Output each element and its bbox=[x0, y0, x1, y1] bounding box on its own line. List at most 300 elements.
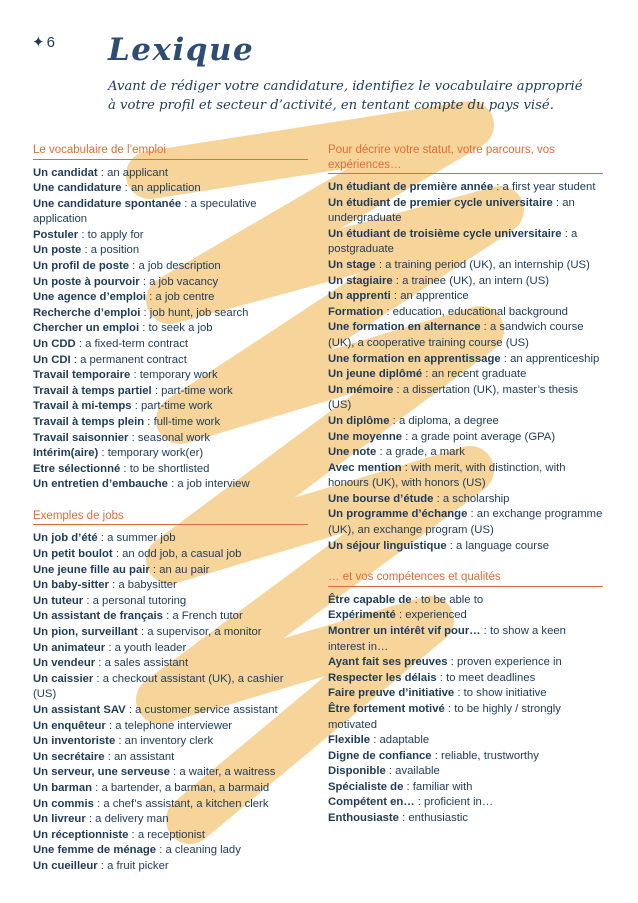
separator: : bbox=[414, 796, 425, 809]
vocab-entry bbox=[33, 321, 308, 337]
separator: : bbox=[70, 353, 81, 366]
separator: : bbox=[375, 258, 386, 271]
vocab-entry bbox=[33, 843, 308, 859]
vocab-definition: a French tutor bbox=[172, 610, 243, 623]
vocab-entry bbox=[328, 258, 603, 274]
vocab-term: Un vendeur bbox=[33, 657, 96, 670]
separator: : bbox=[370, 734, 380, 747]
vocab-entry bbox=[33, 781, 308, 797]
vocab-entry bbox=[33, 859, 308, 875]
vocab-term: Un stage bbox=[328, 258, 376, 271]
vocab-entry bbox=[33, 166, 308, 182]
separator: : bbox=[431, 749, 441, 762]
vocab-term: Un secrétaire bbox=[33, 750, 105, 763]
vocab-term: Une agence d’emploi bbox=[33, 291, 146, 304]
vocab-entry bbox=[328, 686, 603, 702]
vocab-definition: a grade point average (GPA) bbox=[411, 430, 556, 443]
separator: : bbox=[444, 702, 455, 715]
separator: : bbox=[454, 687, 464, 700]
vocab-definition: available bbox=[395, 765, 440, 778]
separator: : bbox=[467, 508, 477, 521]
vocab-entry bbox=[328, 461, 603, 492]
vocab-definition: a youth leader bbox=[114, 641, 187, 654]
vocab-definition: proven experience in bbox=[456, 656, 562, 669]
separator: : bbox=[93, 672, 103, 685]
vocab-definition: a language course bbox=[456, 539, 550, 552]
vocab-definition: familiar with bbox=[412, 780, 473, 793]
left-column bbox=[33, 143, 308, 891]
vocab-definition: to be able to bbox=[420, 593, 484, 606]
vocab-entry bbox=[328, 811, 603, 827]
separator: : bbox=[78, 228, 88, 241]
vocab-entry bbox=[33, 750, 308, 766]
sparkle-icon: ✦ bbox=[32, 34, 45, 51]
vocab-definition: a trainee (UK), an intern (US) bbox=[402, 274, 550, 287]
vocab-definition: a scholarship bbox=[442, 492, 510, 505]
vocab-term: Une candidature spontanée bbox=[33, 197, 182, 210]
vocab-term: Disponible bbox=[328, 765, 386, 778]
vocab-term: Un caissier bbox=[33, 672, 94, 685]
vocab-entry bbox=[328, 593, 603, 609]
separator: : bbox=[83, 594, 93, 607]
vocab-term: Un CDI bbox=[33, 353, 71, 366]
vocab-term: Ayant fait ses preuves bbox=[328, 656, 448, 669]
separator: : bbox=[95, 657, 105, 670]
separator: : bbox=[97, 859, 108, 872]
separator: : bbox=[398, 812, 409, 825]
vocab-definition: a babysitter bbox=[118, 579, 177, 592]
vocab-entry bbox=[33, 431, 308, 447]
vocab-entry bbox=[33, 609, 308, 625]
vocab-entry bbox=[33, 594, 308, 610]
vocab-term: Un étudiant de premier cycle universitaire bbox=[328, 196, 553, 209]
separator: : bbox=[120, 462, 130, 475]
separator: : bbox=[403, 780, 413, 793]
vocab-term: Travail à temps plein bbox=[33, 416, 145, 428]
vocab-definition: temporary work(er) bbox=[107, 447, 204, 460]
separator: : bbox=[112, 548, 123, 561]
vocab-term: Formation bbox=[328, 305, 384, 318]
vocab-definition: a telephone interviewer bbox=[115, 719, 233, 732]
vocab-term: Recherche d’emploi bbox=[33, 306, 141, 319]
vocab-entry bbox=[328, 655, 603, 671]
vocab-term: Un apprenti bbox=[328, 290, 391, 303]
vocab-entry bbox=[328, 624, 603, 655]
vocab-term: Digne de confiance bbox=[328, 749, 432, 762]
separator: : bbox=[493, 181, 503, 193]
vocab-definition: a sandwich course (UK), a cooperative training course (US) bbox=[328, 321, 584, 349]
vocab-entry bbox=[33, 563, 308, 579]
vocab-term: Un tuteur bbox=[33, 594, 84, 607]
vocab-term: Être capable de bbox=[328, 593, 412, 606]
separator: : bbox=[140, 306, 150, 319]
separator: : bbox=[390, 290, 401, 303]
vocab-term: Travail à mi-temps bbox=[33, 400, 132, 413]
vocab-term: Une moyenne bbox=[328, 430, 403, 443]
vocab-term: Un réceptionniste bbox=[33, 828, 129, 841]
vocab-term: Un poste bbox=[33, 244, 82, 257]
separator: : bbox=[446, 539, 457, 552]
vocab-definition: a permanent contract bbox=[80, 353, 187, 366]
vocab-definition: an application bbox=[130, 182, 201, 195]
vocab-definition: a receptionist bbox=[137, 828, 206, 841]
separator: : bbox=[125, 704, 136, 716]
vocab-definition: adaptable bbox=[379, 734, 430, 747]
separator: : bbox=[129, 260, 139, 273]
vocab-definition: a personal tutoring bbox=[92, 594, 187, 607]
page-number bbox=[32, 34, 55, 51]
vocab-definition: a job description bbox=[138, 260, 221, 273]
separator: : bbox=[162, 610, 173, 623]
separator: : bbox=[395, 609, 406, 622]
vocab-definition: a fruit picker bbox=[107, 859, 169, 872]
vocab-definition: an undergraduate bbox=[328, 196, 575, 225]
vocab-entry bbox=[33, 812, 308, 828]
vocab-entry bbox=[33, 547, 308, 563]
vocab-term: Un barman bbox=[33, 781, 93, 794]
vocab-term: Une femme de ménage bbox=[33, 844, 157, 857]
separator: : bbox=[108, 579, 119, 592]
vocab-term: Spécialiste de bbox=[328, 780, 404, 793]
vocab-entry bbox=[33, 415, 308, 431]
separator: : bbox=[169, 766, 180, 779]
vocab-entry bbox=[328, 795, 603, 811]
vocab-term: Un profil de poste bbox=[33, 260, 130, 273]
vocab-term: Etre sélectionné bbox=[33, 462, 121, 475]
separator: : bbox=[105, 641, 115, 654]
vocab-term: Un poste à pourvoir bbox=[33, 275, 140, 288]
vocab-entry bbox=[328, 445, 603, 461]
vocab-entry bbox=[33, 259, 308, 275]
vocab-definition: seasonal work bbox=[137, 431, 211, 444]
vocab-entry bbox=[328, 749, 603, 765]
separator: : bbox=[392, 274, 403, 287]
vocab-entry bbox=[33, 578, 308, 594]
vocab-entry bbox=[328, 671, 603, 687]
vocab-definition: a dissertation (UK), master’s thesis (US) bbox=[328, 383, 579, 412]
separator: : bbox=[128, 828, 138, 841]
vocab-term: Travail temporaire bbox=[33, 369, 131, 382]
vocab-section bbox=[33, 509, 308, 875]
separator: : bbox=[81, 244, 91, 257]
vocab-term: Une formation en apprentissage bbox=[328, 352, 501, 365]
vocab-term: Travail saisonnier bbox=[33, 431, 129, 444]
vocab-definition: a position bbox=[90, 244, 140, 257]
vocab-definition: a checkout assistant (UK), a cashier (US) bbox=[33, 672, 284, 701]
separator: : bbox=[411, 593, 421, 606]
vocab-entry bbox=[328, 196, 603, 227]
vocab-definition: part-time work bbox=[141, 400, 213, 413]
vocab-term: Un CDD bbox=[33, 338, 76, 351]
vocab-definition: to be highly / strongly motivated bbox=[328, 702, 561, 731]
page-number-value: 6 bbox=[46, 34, 55, 51]
vocab-definition: temporary work bbox=[139, 369, 218, 382]
vocab-definition: a waiter, a waitress bbox=[179, 766, 276, 779]
vocab-definition: a postgraduate bbox=[328, 227, 578, 256]
vocab-definition: a first year student bbox=[502, 181, 596, 193]
vocab-term: Un job d’été bbox=[33, 532, 98, 545]
vocab-term: Un diplôme bbox=[328, 414, 390, 427]
vocab-entry bbox=[328, 367, 603, 383]
separator: : bbox=[144, 416, 154, 428]
vocab-term: Un étudiant de troisième cycle universitaire bbox=[328, 227, 562, 240]
vocab-definition: a speculative application bbox=[33, 197, 257, 226]
separator: : bbox=[401, 461, 412, 474]
vocab-definition: an au pair bbox=[159, 563, 210, 576]
vocab-entry bbox=[328, 180, 603, 196]
vocab-term: Un serveur, une serveuse bbox=[33, 766, 170, 779]
separator: : bbox=[97, 166, 108, 179]
separator: : bbox=[376, 446, 386, 459]
vocab-entry bbox=[33, 797, 308, 813]
vocab-definition: a summer job bbox=[107, 532, 176, 545]
section-heading: … et vos compétences et qualités bbox=[328, 570, 603, 587]
vocab-term: Montrer un intérêt vif pour… bbox=[328, 624, 481, 637]
vocab-term: Une candidature bbox=[33, 182, 122, 195]
vocab-entry bbox=[33, 181, 308, 197]
vocab-term: Un animateur bbox=[33, 641, 106, 654]
vocab-term: Intérim(aire) bbox=[33, 447, 99, 460]
separator: : bbox=[436, 671, 447, 684]
vocab-term: Un étudiant de première année bbox=[328, 181, 494, 193]
vocab-term: Une jeune fille au pair bbox=[33, 563, 150, 576]
vocab-entry bbox=[328, 780, 603, 796]
section-heading: Pour décrire votre statut, votre parcours, vos expériences… bbox=[328, 143, 603, 174]
separator: : bbox=[480, 321, 490, 334]
vocab-entry bbox=[33, 641, 308, 657]
separator: : bbox=[85, 813, 96, 826]
vocab-entry bbox=[33, 719, 308, 735]
vocab-term: Chercher un emploi bbox=[33, 322, 140, 335]
vocab-term: Enthousiaste bbox=[328, 812, 399, 825]
vocab-definition: to show a keen interest in… bbox=[328, 624, 566, 653]
vocab-term: Postuler bbox=[33, 228, 79, 241]
vocab-entry bbox=[33, 337, 308, 353]
vocab-entry bbox=[33, 290, 308, 306]
vocab-definition: a job interview bbox=[177, 478, 250, 491]
vocab-term: Expérimenté bbox=[328, 609, 396, 622]
vocab-entry bbox=[328, 608, 603, 624]
separator: : bbox=[433, 492, 443, 505]
vocab-entry bbox=[328, 383, 603, 414]
vocab-definition: enthusiastic bbox=[408, 812, 469, 825]
vocab-entry bbox=[33, 275, 308, 291]
vocab-entry bbox=[33, 828, 308, 844]
separator: : bbox=[561, 227, 571, 240]
vocab-entry bbox=[33, 477, 308, 493]
vocab-term: Un pion, surveillant bbox=[33, 626, 138, 639]
vocab-term: Un inventoriste bbox=[33, 735, 116, 748]
vocab-term: Faire preuve d’initiative bbox=[328, 687, 455, 700]
vocab-definition: a fixed-term contract bbox=[85, 338, 189, 351]
vocab-term: Un assistant de français bbox=[33, 610, 163, 623]
separator: : bbox=[139, 275, 150, 288]
separator: : bbox=[130, 369, 140, 382]
section-heading: Exemples de jobs bbox=[33, 509, 308, 526]
vocab-term: Un baby-sitter bbox=[33, 579, 109, 592]
vocab-term: Un enquêteur bbox=[33, 719, 106, 732]
page-title: Lexique bbox=[108, 32, 255, 68]
separator: : bbox=[128, 431, 138, 444]
vocab-term: Une bourse d’étude bbox=[328, 492, 434, 505]
vocab-entry bbox=[33, 531, 308, 547]
vocab-term: Flexible bbox=[328, 734, 371, 747]
intro-text: Avant de rédiger votre candidature, identifiez le vocabulaire approprié à votre profil et secteur d’activité, en tentant compte du pays visé. bbox=[108, 79, 583, 113]
vocab-entry bbox=[328, 733, 603, 749]
vocab-entry bbox=[328, 702, 603, 733]
vocab-definition: to seek a job bbox=[148, 322, 213, 335]
vocab-entry bbox=[33, 384, 308, 400]
separator: : bbox=[146, 291, 156, 304]
vocab-definition: an recent graduate bbox=[431, 368, 527, 381]
vocab-definition: a customer service assistant bbox=[135, 704, 278, 716]
separator: : bbox=[75, 338, 86, 351]
vocab-definition: part-time work bbox=[161, 384, 233, 397]
vocab-term: Un programme d’échange bbox=[328, 508, 468, 521]
vocab-term: Un assistant SAV bbox=[33, 704, 126, 716]
vocab-term: Un stagiaire bbox=[328, 274, 393, 287]
separator: : bbox=[115, 735, 125, 748]
vocab-entry bbox=[328, 539, 603, 555]
vocab-term: Un cueilleur bbox=[33, 859, 98, 872]
vocab-definition: to apply for bbox=[87, 228, 144, 241]
vocab-entry bbox=[33, 703, 308, 719]
separator: : bbox=[167, 478, 178, 491]
separator: : bbox=[139, 322, 149, 335]
vocab-entry bbox=[33, 672, 308, 703]
vocab-entry bbox=[328, 305, 603, 321]
vocab-definition: with merit, with distinction, with honours (UK), with honors (US) bbox=[328, 461, 566, 490]
vocab-definition: a diploma, a degree bbox=[398, 414, 499, 427]
vocab-entry bbox=[33, 399, 308, 415]
vocab-term: Avec mention bbox=[328, 461, 402, 474]
vocab-definition: a grade, a mark bbox=[385, 446, 465, 459]
vocab-section bbox=[328, 570, 603, 826]
separator: : bbox=[393, 383, 403, 396]
vocab-entry bbox=[33, 306, 308, 322]
vocab-definition: a supervisor, a monitor bbox=[147, 626, 262, 639]
separator: : bbox=[137, 626, 148, 639]
vocab-term: Un jeune diplômé bbox=[328, 368, 423, 381]
vocab-section bbox=[33, 143, 308, 493]
vocab-definition: reliable, trustworthy bbox=[441, 749, 539, 762]
right-column bbox=[328, 143, 603, 843]
separator: : bbox=[181, 197, 191, 210]
vocab-definition: a chef’s assistant, a kitchen clerk bbox=[103, 797, 269, 810]
vocab-entry bbox=[328, 352, 603, 368]
vocab-section bbox=[328, 143, 603, 554]
vocab-term: Un entretien d’embauche bbox=[33, 478, 168, 491]
vocab-term: Travail à temps partiel bbox=[33, 384, 152, 397]
separator: : bbox=[402, 430, 412, 443]
separator: : bbox=[149, 563, 160, 576]
vocab-definition: to meet deadlines bbox=[446, 671, 536, 684]
vocab-entry bbox=[328, 492, 603, 508]
vocab-definition: to show initiative bbox=[463, 687, 547, 700]
vocab-entry bbox=[328, 764, 603, 780]
vocab-definition: a cleaning lady bbox=[165, 844, 241, 857]
vocab-entry bbox=[33, 625, 308, 641]
vocab-entry bbox=[33, 243, 308, 259]
separator: : bbox=[121, 182, 131, 195]
separator: : bbox=[97, 532, 108, 545]
vocab-definition: an apprenticeship bbox=[510, 352, 600, 365]
vocab-definition: an inventory clerk bbox=[124, 735, 214, 748]
vocab-entry bbox=[328, 320, 603, 351]
separator: : bbox=[552, 196, 563, 209]
vocab-term: Un commis bbox=[33, 797, 94, 810]
vocab-term: Un petit boulot bbox=[33, 548, 113, 561]
vocab-entry bbox=[328, 507, 603, 538]
separator: : bbox=[480, 624, 490, 637]
vocab-entry bbox=[33, 765, 308, 781]
vocab-definition: an exchange programme (UK), an exchange program (US) bbox=[328, 508, 603, 537]
separator: : bbox=[385, 765, 396, 778]
vocab-term: Un candidat bbox=[33, 166, 98, 179]
vocab-definition: experienced bbox=[405, 609, 467, 622]
vocab-term: Un mémoire bbox=[328, 383, 394, 396]
vocab-definition: a sales assistant bbox=[104, 657, 189, 670]
vocab-definition: a bartender, a barman, a barmaid bbox=[101, 781, 270, 794]
vocab-entry bbox=[33, 228, 308, 244]
separator: : bbox=[500, 352, 511, 365]
section-heading: Le vocabulaire de l’emploi bbox=[33, 143, 308, 160]
vocab-entry bbox=[33, 462, 308, 478]
separator: : bbox=[105, 719, 116, 732]
vocab-definition: to be shortlisted bbox=[129, 462, 210, 475]
vocab-definition: an apprentice bbox=[400, 290, 469, 303]
vocab-definition: proficient in… bbox=[424, 796, 494, 809]
separator: : bbox=[92, 781, 102, 794]
vocab-entry bbox=[33, 353, 308, 369]
vocab-definition: a job vacancy bbox=[149, 275, 219, 288]
separator: : bbox=[447, 656, 457, 669]
separator: : bbox=[131, 400, 141, 413]
vocab-entry bbox=[328, 430, 603, 446]
separator: : bbox=[151, 384, 162, 397]
separator: : bbox=[383, 305, 393, 318]
vocab-definition: an applicant bbox=[107, 166, 169, 179]
vocab-term: Respecter les délais bbox=[328, 671, 437, 684]
separator: : bbox=[104, 750, 115, 763]
separator: : bbox=[389, 414, 399, 427]
vocab-entry bbox=[328, 414, 603, 430]
vocab-entry bbox=[33, 446, 308, 462]
vocab-definition: a training period (UK), an internship (US) bbox=[385, 258, 590, 271]
vocab-definition: a job centre bbox=[155, 291, 215, 304]
vocab-term: Un livreur bbox=[33, 813, 86, 826]
vocab-entry bbox=[33, 368, 308, 384]
separator: : bbox=[422, 368, 432, 381]
vocab-term: Compétent en… bbox=[328, 796, 415, 809]
separator: : bbox=[93, 797, 104, 810]
vocab-definition: job hunt, job search bbox=[149, 306, 249, 319]
vocab-entry bbox=[328, 274, 603, 290]
vocab-definition: full-time work bbox=[153, 416, 221, 428]
vocab-term: Un séjour linguistique bbox=[328, 539, 447, 552]
vocab-entry bbox=[33, 656, 308, 672]
vocab-term: Une formation en alternance bbox=[328, 321, 481, 334]
separator: : bbox=[98, 447, 108, 460]
vocab-definition: a delivery man bbox=[95, 813, 169, 826]
vocab-term: Être fortement motivé bbox=[328, 702, 445, 715]
vocab-entry bbox=[328, 227, 603, 258]
vocab-entry bbox=[33, 734, 308, 750]
separator: : bbox=[156, 844, 166, 857]
vocab-definition: an odd job, a casual job bbox=[122, 548, 242, 561]
vocab-definition: education, educational background bbox=[392, 305, 568, 318]
vocab-entry bbox=[328, 289, 603, 305]
